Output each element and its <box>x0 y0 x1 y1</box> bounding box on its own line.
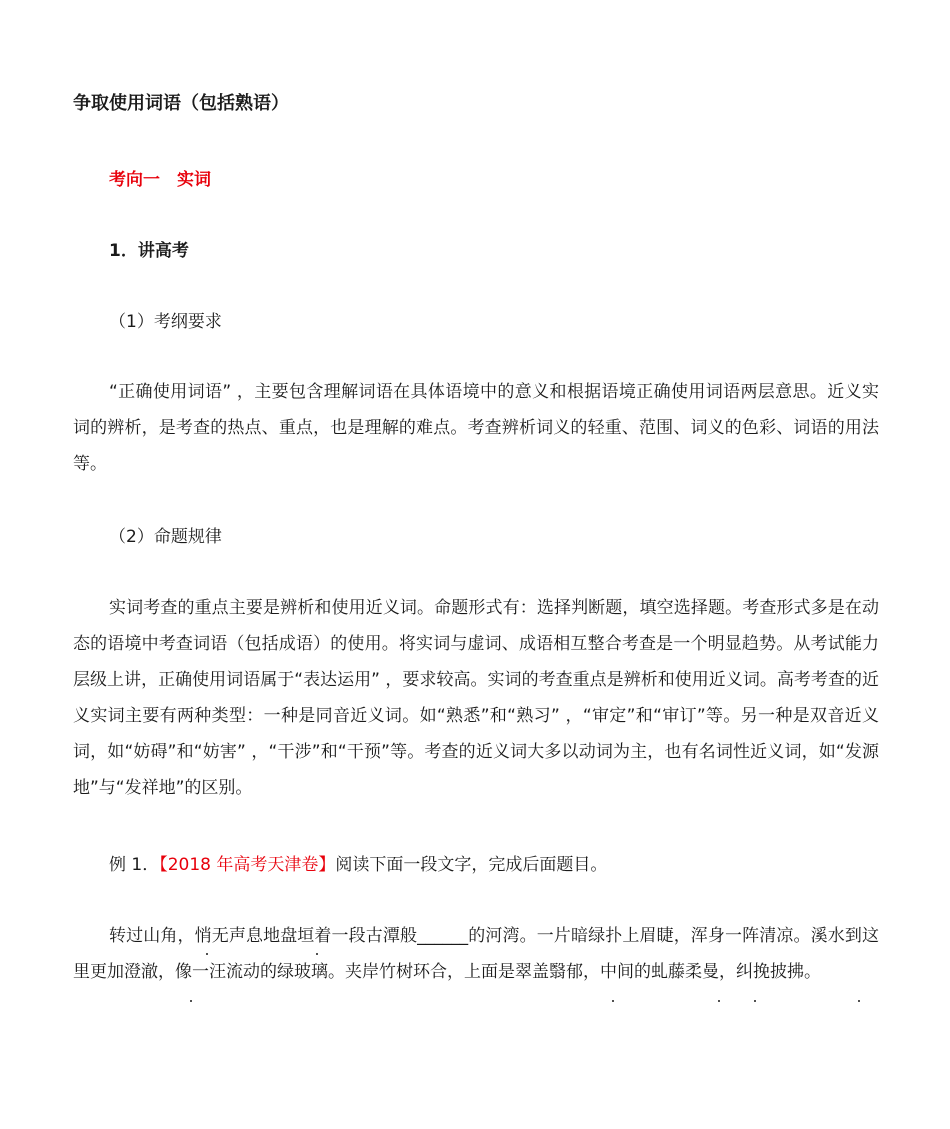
emphasis-dot <box>858 1000 860 1002</box>
section-heading: 考向一 实词 <box>109 170 211 190</box>
rule-heading: （2）命题规律 <box>109 527 222 547</box>
emphasis-dot <box>612 1000 614 1002</box>
requirement-paragraph: “正确使用词语” ，主要包含理解词语在具体语境中的意义和根据语境正确使用词语两层意思。近义实词的辨析，是考查的热点、重点，也是理解的难点。考查辨析词义的轻重、范围、词义的色彩、词语的用法等。 <box>73 382 879 474</box>
passage-paragraph: 转过山角，悄无声息地盘垣着一段古潭般______的河湾。一片暗绿扑上眉睫，浑身一阵清凉。溪水到这里更加澄澈，像一汪流动的绿玻璃。夹岸竹树环合，上面是翠盖翳郁，中间的虬藤柔曼，纠挽披拂。 <box>73 926 879 982</box>
rule-paragraph: 实词考查的重点主要是辨析和使用近义词。命题形式有：选择判断题，填空选择题。考查形式多是在动态的语境中考查词语（包括成语）的使用。将实词与虚词、成语相互整合考查是一个明显趋势。从考试能力层级上讲，正确使用词语属于“表达运用” ，要求较高。实词的考查重点是辨析和使用近义词。高考考查的近义实词主要有两种类型：一种是同音近义词。如“熟悉”和“熟习” ，“审定”和“审订”等。另一种是双音近义词，如“妨碍”和“妨害” ，“干涉”和“干预”等。考查的近义词大多以动词为主，也有名词性近义词，如“发源地”与“发祥地”的区别。 <box>73 598 879 798</box>
example-label: 例 1． <box>109 855 160 875</box>
subsection-heading: 1．讲高考 <box>109 241 189 261</box>
emphasis-dot <box>754 1000 756 1002</box>
emphasis-dot <box>316 953 318 955</box>
requirement-heading: （1）考纲要求 <box>109 312 222 332</box>
emphasis-dot <box>718 1000 720 1002</box>
emphasis-dot <box>206 953 208 955</box>
example-line <box>109 853 607 877</box>
emphasis-dot <box>190 1000 192 1002</box>
example-instruction: 阅读下面一段文字，完成后面题目。 <box>335 855 608 875</box>
document-title: 争取使用词语（包括熟语） <box>73 93 289 114</box>
example-source: 【2018 年高考天津卷】 <box>159 855 336 875</box>
